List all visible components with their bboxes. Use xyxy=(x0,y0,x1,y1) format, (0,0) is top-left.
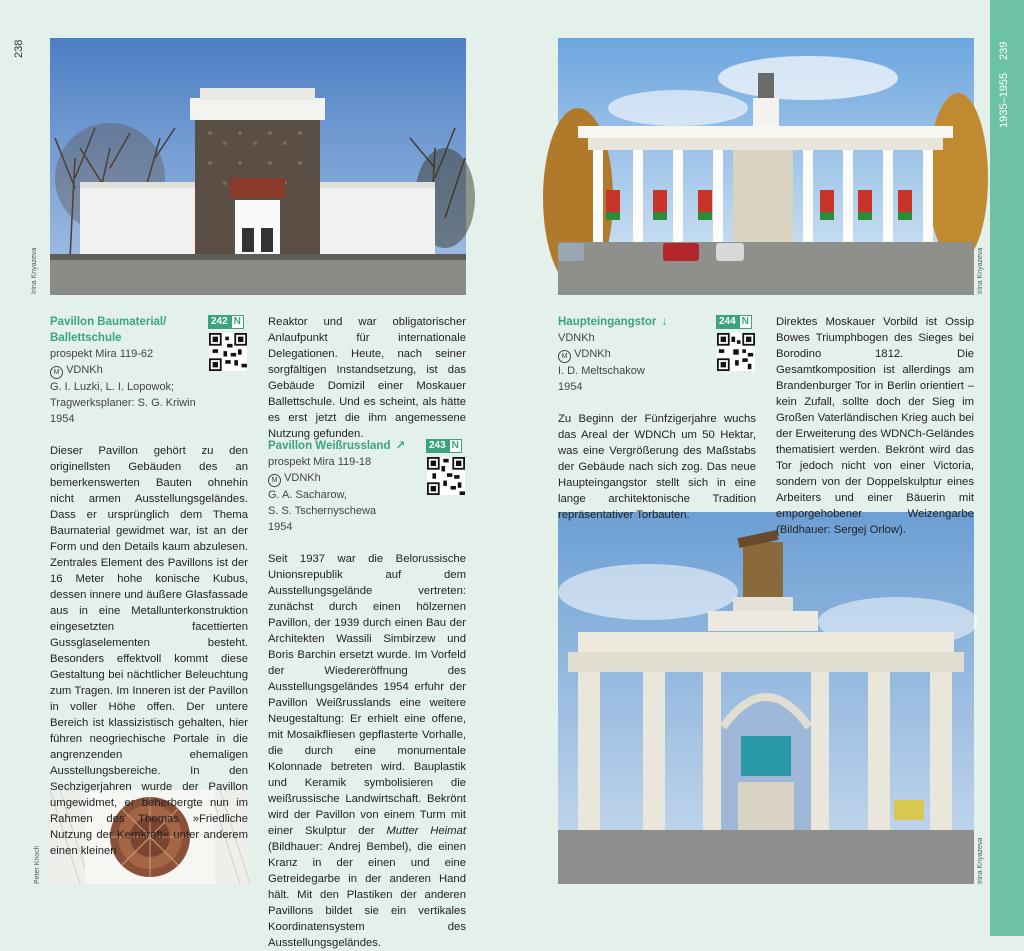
metro-icon: M xyxy=(50,366,63,379)
entry-244-year: 1954 xyxy=(558,381,583,393)
entry-244-badge: 244 N xyxy=(716,315,752,329)
entry-242-architects-1: G. I. Luzki, L. I. Lopowok; xyxy=(50,381,175,393)
page-number-left: 238 xyxy=(13,39,25,58)
qr-code-242[interactable] xyxy=(209,333,247,371)
photo-haupteingang-arch xyxy=(558,512,974,884)
metro-icon: M xyxy=(268,474,281,487)
entry-243-column xyxy=(268,438,466,951)
entry-244-address: VDNKh xyxy=(558,332,595,344)
entry-243-title[interactable]: Pavillon Weißrussland ↗ xyxy=(268,440,406,452)
entry-243-architects-1: G. A. Sacharow, xyxy=(268,489,347,501)
entry-244-continuation: Direktes Moskauer Vorbild ist Ossip Bowes Triumphbogen des Sieges bei Borodino 1812. Die Gesamtkomposition ist allerdings am Brandenburger Tor in Berlin orientiert – kein Zufall, sollte doch der Sieg im Großen Vaterländischen Krieg auch bei der Erweiterung des WDNCh-Geländes thematisiert werden. Bekrönt wird das Tor jedoch nicht von einer Victoria, sondern von der Doppelskulptur eines Arbeiters und einer Bäuerin mit emporgehobener Weizengarbe (Bildhauer: Sergej Orlow). xyxy=(776,316,974,536)
entry-244-metro: M VDNKh xyxy=(558,346,756,363)
entry-244-text: Zu Beginn der Fünfzigerjahre wuchs das Areal der WDNCh um 50 Hektar, was eine Vergrößerung des Maßstabs der Gebäude nach sich zog. Das neue Haupteingangstor stellt sich in eine lange architektonische Tradition repräsentativer Torbauten. xyxy=(558,413,756,521)
page-number-right: 239 xyxy=(998,41,1010,60)
entry-242-title-2[interactable]: Ballettschule xyxy=(50,332,122,344)
photo-credit-1: Irina Knyazeva xyxy=(31,247,38,294)
entry-244-architects: I. D. Meltschakow xyxy=(558,365,645,377)
photo-credit-2: Irina Knyazeva xyxy=(977,247,984,294)
entry-242-metro: M VDNKh xyxy=(50,362,248,379)
qr-code-243[interactable] xyxy=(427,457,465,495)
arrow-up-right-icon: ↗ xyxy=(395,440,406,452)
entry-243-address: prospekt Mira 119-18 xyxy=(268,456,372,468)
entry-242-year: 1954 xyxy=(50,413,75,425)
entry-242-continuation: Reaktor und war obligatorischer Anlaufpunkt für internationale Delegationen. Heute, nach seiner sorgfältigen Instandsetzung, ist das Gebäude Domizil einer Moskauer Ballettschule. Und es scheint, als hätte es erst jetzt die ihm angemessene Nutzung gefunden. xyxy=(268,316,466,440)
chapter-era: 1935–1955 xyxy=(998,72,1010,128)
metro-icon: M xyxy=(558,350,571,363)
entry-242-address: prospekt Mira 119-62 xyxy=(50,348,154,360)
arrow-down-icon: ↓ xyxy=(661,316,668,328)
photo-haupteingang-top xyxy=(558,38,974,295)
entry-243-metro: M VDNKh xyxy=(268,470,466,487)
entry-242-text: Dieser Pavillon gehört zu den originellsten Gebäuden des an bemerkenswerten Bauten ohnehin nicht armen Ausstellungsgeländes. Dass er ursprünglich dem Thema Baumaterial gewidmet war, ist an der Form und den Details kaum abzulesen. Zentrales Element des Pavillons ist der 16 Meter hohe konische Kubus, dessen innere und äußere Glasfassade aus in eine Metallunterkonstruktion eingesetzten facettierten Gussglaselementen besteht. Besonders effektvoll kommt diese Gestaltung bei nächtlicher Beleuchtung zum Tragen. Im Inneren ist der Pavillon in voller Höhe offen. Der untere Bereich ist klassizistisch gehalten, hier führen neogriechische Portale in die angrenzenden ehemaligen Ausstellungsbereiche. In den Sechzigerjahren wurde der Pavillon umgewidmet, er beherbergte nun im Rahmen des Themas »Friedliche Nutzung der Kernkraft« unter anderem einen kleinen xyxy=(50,445,248,857)
photo-credit-4: Irina Knyazeva xyxy=(977,837,984,884)
entry-243-badge: 243 N xyxy=(426,439,462,453)
photo-pavillon-baumaterial xyxy=(50,38,466,295)
entry-244-title[interactable]: Haupteingangstor ↓ xyxy=(558,316,668,328)
entry-243-year: 1954 xyxy=(268,521,293,533)
entry-242-architects-2: Tragwerksplaner: S. G. Kriwin xyxy=(50,397,196,409)
entry-242-column xyxy=(50,314,248,857)
entry-242-badge: 242 N xyxy=(208,315,244,329)
entry-243-architects-2: S. S. Tschernyschewa xyxy=(268,505,377,517)
chapter-sidebar xyxy=(990,0,1024,936)
photo-credit-3: Peter Knoch xyxy=(34,845,41,884)
entry-242-title-1[interactable]: Pavillon Baumaterial/ xyxy=(50,316,167,328)
qr-code-244[interactable] xyxy=(717,333,755,371)
entry-243-text: Seit 1937 war die Belorussische Unionsrepublik auf dem Ausstellungsgelände vertreten: zunächst durch einen hölzernen Pavillon, der 1939 durch einen Bau der Architekten Wassili Simbirzew und Boris Barchin ersetzt wurde. Im Vorfeld der Wiedereröffnung des Ausstellungsgeländes 1954 erfuhr der Pavillon Weißrusslands eine weitere Neugestaltung: Er erhielt eine offene, mit Mosaikfliesen gepflasterte Vorhalle, die durch eine monumentale Kolonnade betreten wird. Bauplastik und Keramik symbolisieren die weißrussische Landwirtschaft. Bekrönt wird der Pavillon von einem Turm mit einer Skulptur der Mutter Heimat (Bildhauer: Andrej Bembel), die einen Kranz in der einen und eine Getreidegarbe in der anderen Hand hält. Mit den Plastiken der anderen Pavillons bildet sie ein vertikales Koordinatensystem des Ausstellungsgeländes. xyxy=(268,553,466,949)
